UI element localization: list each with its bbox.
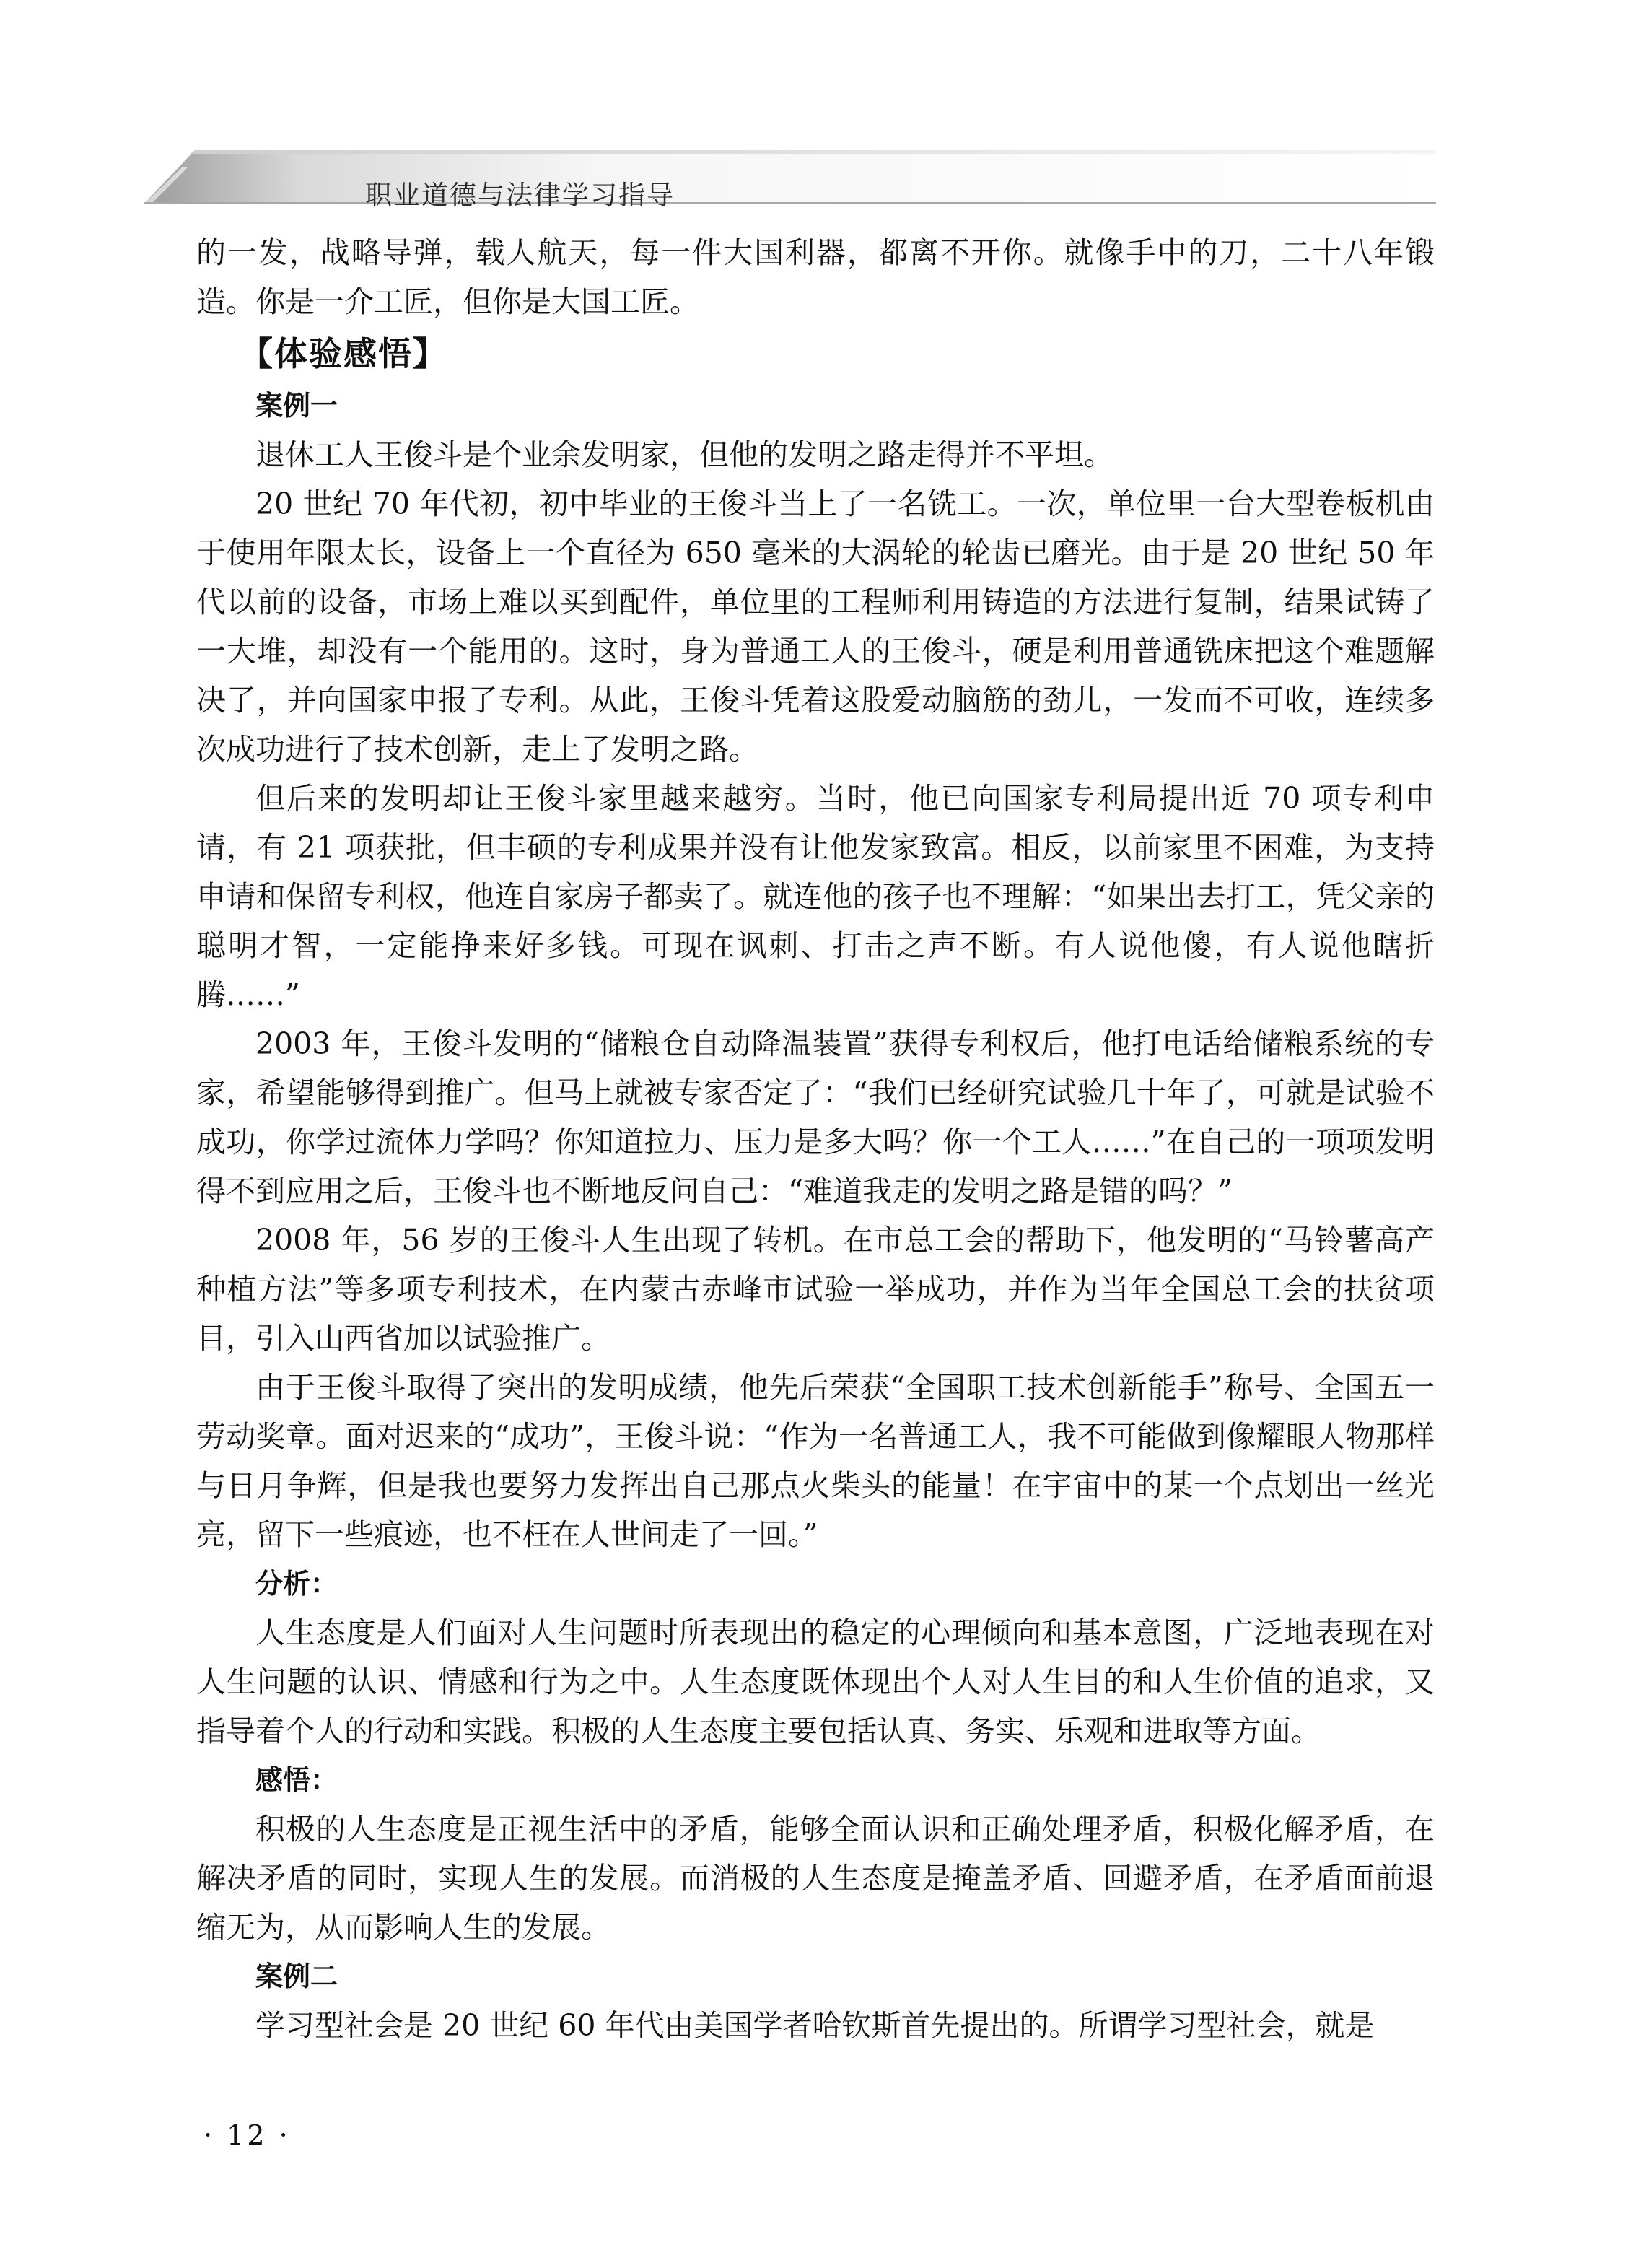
insight-paragraph: 积极的人生态度是正视生活中的矛盾，能够全面认识和正确处理矛盾，积极化解矛盾，在解决矛盾的同时，实现人生的发展。而消极的人生态度是掩盖矛盾、回避矛盾，在矛盾面前退缩无为，从而影响人生的发展。 xyxy=(196,1812,1435,1945)
page-number: · 12 · xyxy=(204,2119,291,2151)
case2-heading: 案例二 xyxy=(255,1960,338,1992)
case1-paragraph-1: 退休工人王俊斗是个业余发明家，但他的发明之路走得并不平坦。 xyxy=(255,437,1113,472)
section-title: 【体验感悟】 xyxy=(240,334,447,373)
header-title: 职业道德与法律学习指导 xyxy=(365,180,675,211)
page-body xyxy=(196,228,1435,2050)
case1-paragraph-6: 由于王俊斗取得了突出的发明成绩，他先后荣获“全国职工技术创新能手”称号、全国五一劳动奖章。面对迟来的“成功”，王俊斗说：“作为一名普通工人，我不可能做到像耀眼人物那样与日月争辉，但是我也要努力发挥出自己那点火柴头的能量！在宇宙中的某一个点划出一丝光亮，留下一些痕迹，也不枉在人世间走了一回。” xyxy=(196,1370,1435,1552)
insight-heading: 感悟： xyxy=(255,1764,338,1796)
case1-paragraph-5: 2008 年，56 岁的王俊斗人生出现了转机。在市总工会的帮助下，他发明的“马铃薯高产种植方法”等多项专利技术，在内蒙古赤峰市试验一举成功，并作为当年全国总工会的扶贫项目，引入山西省加以试验推广。 xyxy=(196,1223,1435,1356)
case1-paragraph-4: 2003 年，王俊斗发明的“储粮仓自动降温装置”获得专利权后，他打电话给储粮系统的专家，希望能够得到推广。但马上就被专家否定了：“我们已经研究试验几十年了，可就是试验不成功，你学过流体力学吗？你知道拉力、压力是多大吗？你一个工人……”在自己的一项项发明得不到应用之后，王俊斗也不断地反问自己：“难道我走的发明之路是错的吗？” xyxy=(196,1026,1435,1208)
header-banner-decoration xyxy=(144,144,1436,204)
analysis-heading: 分析： xyxy=(255,1568,338,1600)
case1-paragraph-3: 但后来的发明却让王俊斗家里越来越穷。当时，他已向国家专利局提出近 70 项专利申请，有 21 项获批，但丰硕的专利成果并没有让他发家致富。相反，以前家里不困难，为支持申请和保留专利权，他连自家房子都卖了。就连他的孩子也不理解：“如果出去打工，凭父亲的聪明才智，一定能挣来好多钱。可现在讽刺、打击之声不断。有人说他傻，有人说他瞎折腾……” xyxy=(196,781,1435,1012)
intro-paragraph: 的一发，战略导弹，载人航天，每一件大国利器，都离不开你。就像手中的刀，二十八年锻造。你是一介工匠，但你是大国工匠。 xyxy=(196,235,1435,319)
case1-paragraph-2: 20 世纪 70 年代初，初中毕业的王俊斗当上了一名铣工。一次，单位里一台大型卷板机由于使用年限太长，设备上一个直径为 650 毫米的大涡轮的轮齿已磨光。由于是 20 世纪 50 年代以前的设备，市场上难以买到配件，单位里的工程师利用铸造的方法进行复制，结果试铸了一大堆，却没有一个能用的。这时，身为普通工人的王俊斗，硬是利用普通铣床把这个难题解决了，并向国家申报了专利。从此，王俊斗凭着这股爱动脑筋的劲儿，一发而不可收，连续多次成功进行了技术创新，走上了发明之路。 xyxy=(196,487,1435,767)
running-header xyxy=(144,144,1436,211)
case1-heading: 案例一 xyxy=(255,390,338,422)
case2-paragraph-1: 学习型社会是 20 世纪 60 年代由美国学者哈钦斯首先提出的。所谓学习型社会，就是 xyxy=(255,2008,1375,2043)
analysis-paragraph: 人生态度是人们面对人生问题时所表现出的稳定的心理倾向和基本意图，广泛地表现在对人生问题的认识、情感和行为之中。人生态度既体现出个人对人生目的和人生价值的追求，又指导着个人的行动和实践。积极的人生态度主要包括认真、务实、乐观和进取等方面。 xyxy=(196,1615,1435,1748)
